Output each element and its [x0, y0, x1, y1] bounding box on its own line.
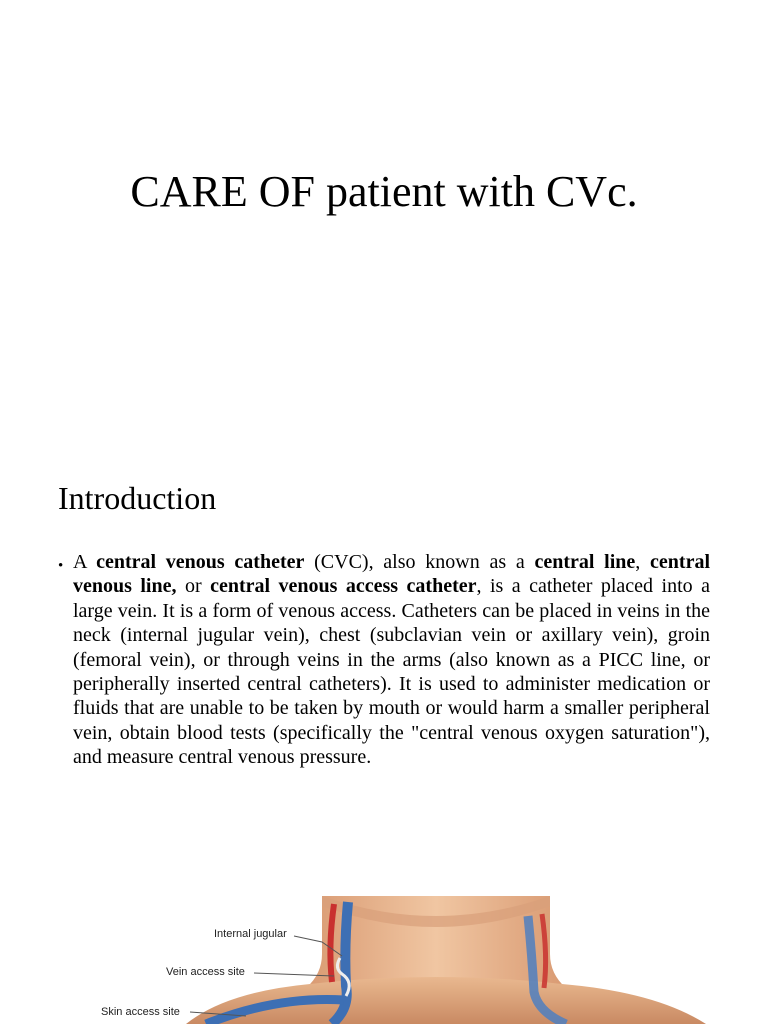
- intro-text-4: or: [176, 575, 211, 598]
- slide-title: CARE OF patient with CVc.: [130, 167, 638, 216]
- term-central-venous-access-catheter: central venous access catheter: [210, 575, 477, 598]
- shoulders-shape: [186, 977, 706, 1024]
- intro-paragraph: [73, 550, 710, 770]
- term-central-line: central line: [534, 551, 636, 573]
- term-central-venous-catheter: central venous catheter: [96, 551, 305, 573]
- intro-text-3: ,: [635, 551, 651, 573]
- anatomy-illustration: [96, 896, 768, 1024]
- intro-text-5: , is a catheter placed into a large vein. It is a form of venous access. Catheters can be placed in veins in the neck (internal jugular vein), chest (subclavian vein or axillary vein), groin (femoral vein), or through veins in the arms (also known as a PICC line, or peripherally inserted central catheters). It is used to administer medication or fluids that are unable to be taken by mouth or would harm a smaller peripheral vein, obtain blood tests (specifically the "central venous oxygen saturation"), and measure central venous pressure.: [73, 575, 710, 769]
- intro-text-2: (CVC), also known as a: [304, 551, 535, 573]
- cvc-anatomy-figure: [96, 896, 768, 1024]
- carotid-artery: [330, 904, 334, 982]
- label-vein-access-site: Vein access site: [166, 966, 245, 978]
- label-internal-jugular: Internal jugular: [214, 928, 287, 940]
- bullet-mark: •: [58, 558, 64, 574]
- term-central-venous-line: central venous line,: [73, 551, 711, 598]
- section-heading: Introduction: [58, 480, 217, 516]
- intro-text-1: A: [73, 551, 97, 573]
- label-skin-access-site: Skin access site: [101, 1006, 180, 1018]
